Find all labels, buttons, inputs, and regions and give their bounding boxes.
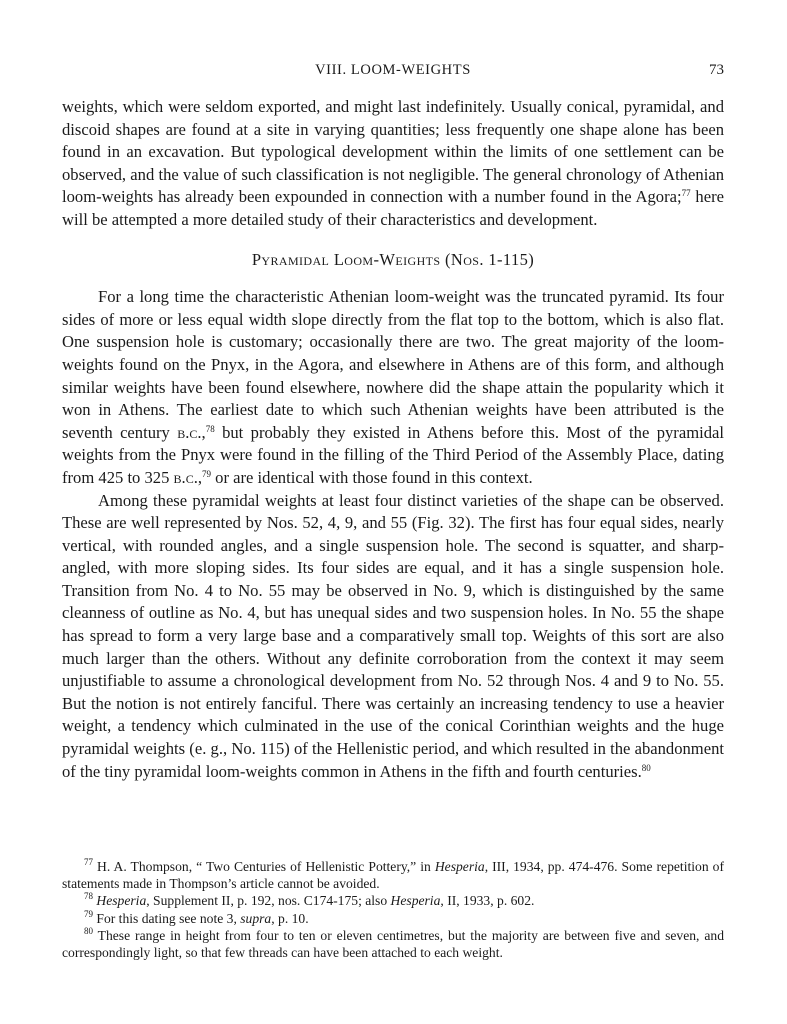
footnote-80: $^{80}$ These range in height from four to ten or eleven centimetres, but the majority are between five and seven, and correspondingly light, so that few threads can have been attached to each weight.	[62, 925, 724, 961]
running-head: VIII. LOOM-WEIGHTS	[315, 62, 471, 78]
section-heading: Pyramidal Loom-Weights (Nos. 1-115)	[251, 249, 535, 269]
page-number: 73	[709, 62, 724, 78]
era-abbreviation: b.c.	[173, 467, 198, 487]
paragraph-pyramidal-intro: For a long time the characteristic Athenian loom-weight was the truncated pyramid. Its four sides of more or less equal width slope directly from the flat top to the bottom, which is also flat. One suspension hole is customary; occasionally there are two. The great majority of the loom-weights found on the Pnyx, in the Agora, and elsewhere in Athens are of this form, and although similar weights have been found elsewhere, nowhere did the shape attain the popularity which it won in Athens. The earliest date to which such Athenian weights have been attributed is the seventh century b.c.,$^{78}$ but probably they existed in Athens before this. Most of the pyramidal weights from the Pnyx were found in the filling of the Third Period of the Assembly Place, dating from 425 to 325 b.c.,$^{79}$ or are identical with those found in this context.	[62, 287, 724, 487]
footnote-ref-80: 80	[641, 762, 651, 773]
footnote-ref-79: 79	[202, 468, 212, 479]
footnotes	[62, 858, 724, 961]
footnote-79: $^{79}$ For this dating see note 3, supra, p. 10.	[84, 908, 309, 926]
page-header	[62, 62, 724, 84]
footnote-77: $^{77}$ H. A. Thompson, “ Two Centuries of Hellenistic Pottery,” in Hesperia, III, 1934, pp. 474-476. Some repetition of statements made in Thompson’s article cannot be avoided.	[62, 857, 724, 892]
era-abbreviation: b.c.	[177, 422, 202, 442]
paragraph-varieties: Among these pyramidal weights at least four distinct varieties of the shape can be observed. These are well represented by Nos. 52, 4, 9, and 55 (Fig. 32). The first has four equal sides, nearly vertical, with rounded angles, and a single suspension hole. The second is squatter, and sharp-angled, with more sloping sides. Its four sides are equal, and it has a single suspension hole. Transition from No. 4 to No. 55 may be observed in No. 9, which is distinguished by the same cleanness of outline as No. 4, but has unequal sides and two suspension holes. In No. 55 the shape has spread to form a very large base and a comparatively small top. Weights of this sort are also much larger than the others. Without any definite corroboration from the context it may seem unjustifiable to assume a chronological development from No. 52 through Nos. 4 and 9 to No. 55. But the notion is not entirely fanciful. There was certainly an increasing tendency to use a heavier weight, a tendency which culminated in the use of the conical Corinthian weights and the huge pyramidal weights (e. g., No. 115) of the Hellenistic period, and which resulted in the abandonment of the tiny pyramidal loom-weights common in Athens in the fifth and fourth centuries.$^{80}$	[62, 490, 724, 781]
paragraph-continuation: weights, which were seldom exported, and might last indefinitely. Usually conical, pyramidal, and discoid shapes are found at a site in varying quantities; less frequently one shape alone has been found in an excavation. But typological development within the limits of one settlement can be observed, and the value of such classification is not negligible. The general chronology of Athenian loom-weights has already been expounded in connection with a number found in the Agora;$^{77}$ here will be attempted a more detailed study of their characteristics and development.	[62, 97, 724, 229]
footnote-ref-78: 78	[205, 423, 215, 434]
footnote-ref-77: 77	[681, 188, 691, 199]
main-text	[62, 96, 724, 783]
footnote-78: $^{78}$ Hesperia, Supplement II, p. 192, nos. C174-175; also Hesperia, II, 1933, p. 602.	[84, 891, 535, 909]
